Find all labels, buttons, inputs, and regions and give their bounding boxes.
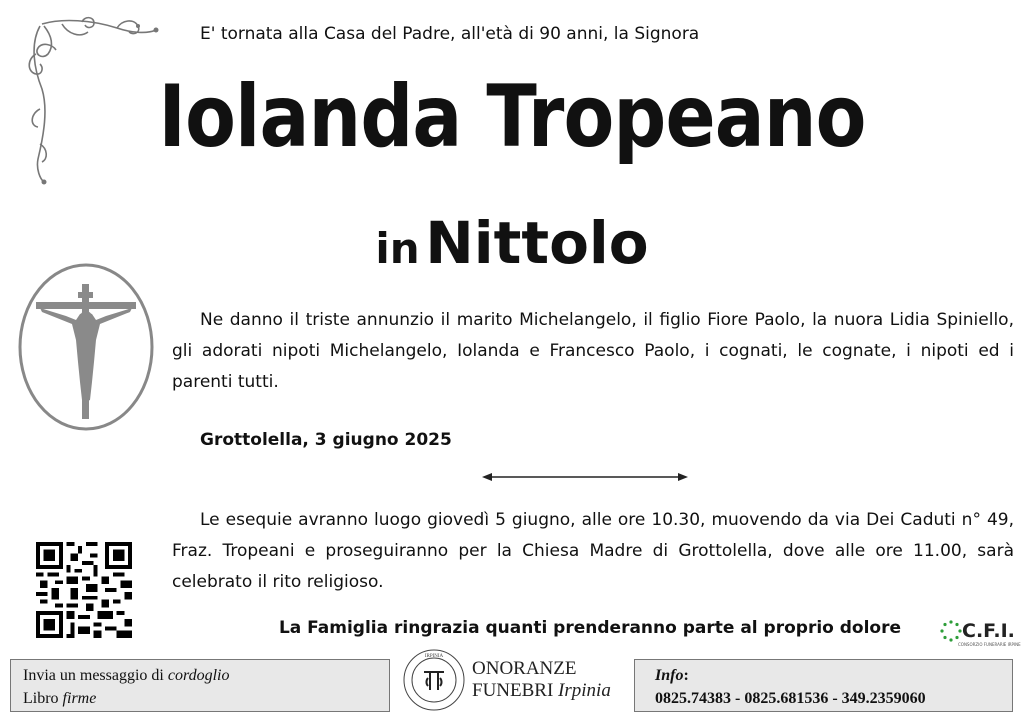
condolence-prefix: Invia un messaggio di (23, 667, 168, 684)
cfi-label: C.F.I. (962, 620, 1015, 642)
logo-line-2-emph: Irpinia (558, 680, 611, 701)
funeral-home-emblem-icon (402, 648, 466, 712)
deceased-name: Iolanda Tropeano (158, 67, 866, 167)
married-surname: Nittolo (425, 209, 649, 277)
info-colon: : (683, 667, 689, 684)
intro-text: E' tornata alla Casa del Padre, all'età di 90 anni, la Signora (200, 24, 700, 44)
logo-line-1: ONORANZE (472, 658, 577, 679)
cfi-ring-icon (940, 620, 962, 642)
cfi-logo (940, 618, 1021, 652)
announcement-paragraph: Ne danno il triste annunzio il marito Michelangelo, il figlio Fiore Paolo, la nuora Lidia Spiniello, gli adorati nipoti Michelangelo, Iolanda e Francesco Paolo, i cognati, le cognate, i nipoti ed i parenti tutti. (172, 310, 1014, 392)
emblem-ring-text: IRPINIA (424, 654, 444, 659)
funeral-paragraph: Le esequie avranno luogo giovedì 5 giugno, alle ore 10.30, muovendo da via Dei Caduti n° 49, Fraz. Tropeani e proseguiranno per la Chiesa Madre di Grottolella, dove alle ore 11.00, sarà celebrato il rito religioso. (172, 510, 1014, 592)
qr-code-icon[interactable] (36, 542, 132, 638)
thanks-text: La Famiglia ringrazia quanti prenderanno parte al proprio dolore (278, 618, 902, 638)
double-arrow-divider-icon (482, 470, 688, 484)
guestbook-prefix: Libro (23, 690, 63, 707)
logo-line-2-prefix: FUNEBRI (472, 680, 559, 701)
cfi-sub-label: CONSORZIO FUNERARIE IRPINE (958, 642, 1021, 647)
condolence-link[interactable] (23, 664, 377, 687)
phone-numbers[interactable]: 0825.74383 - 0825.681536 - 349.2359060 (655, 690, 926, 707)
guestbook-emph: firme (62, 690, 97, 707)
condolence-box[interactable] (10, 659, 390, 712)
condolence-emph: cordoglio (167, 667, 230, 684)
info-box (634, 659, 1013, 712)
funeral-home-logo (402, 648, 628, 712)
crucifix-icon (18, 262, 154, 432)
guestbook-link[interactable] (23, 687, 377, 710)
married-prefix: in (375, 224, 420, 273)
place-date: Grottolella, 3 giugno 2025 (200, 430, 452, 450)
info-label: Info (655, 667, 684, 684)
